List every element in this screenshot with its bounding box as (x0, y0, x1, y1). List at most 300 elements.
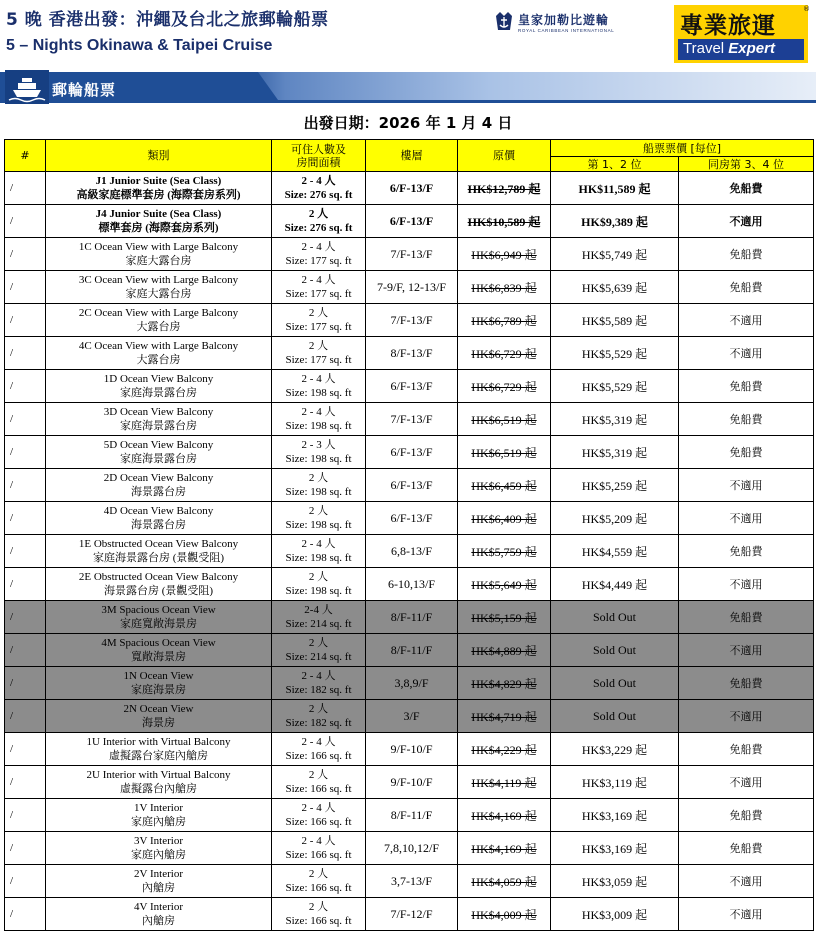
cabin-capacity (272, 403, 366, 436)
third-guest-fare: 免船費 (679, 403, 814, 436)
cabin-capacity (272, 271, 366, 304)
cabin-size: Size: 166 sq. ft (285, 816, 352, 828)
original-price: HK$6,839 起 (458, 271, 551, 304)
cabin-deck: 7/F-13/F (366, 403, 458, 436)
agency-name-zh: 專業旅運 (680, 13, 776, 39)
cabin-name-zh: 家庭海景露台房 (120, 420, 197, 432)
cabin-capacity (272, 502, 366, 535)
cabin-name-en: 2D Ocean View Balcony (103, 472, 214, 484)
cabin-capacity (272, 700, 366, 733)
cabin-name-zh: 家庭海景露台房 (120, 453, 197, 465)
table-row (5, 502, 814, 535)
original-price: HK$10,589 起 (458, 205, 551, 238)
cabin-name-zh: 內艙房 (142, 882, 175, 894)
cabin-size: Size: 198 sq. ft (285, 486, 352, 498)
cabin-size: Size: 177 sq. ft (285, 321, 352, 333)
fare-price: HK$3,169 起 (551, 832, 679, 865)
header-fare-1-2: 第 1、2 位 (551, 157, 679, 172)
cabin-occupancy: 2 - 4 人 (301, 736, 336, 748)
original-price: HK$4,059 起 (458, 865, 551, 898)
cabin-size: Size: 214 sq. ft (285, 618, 352, 630)
cabin-category (46, 337, 272, 370)
fare-price: HK$3,169 起 (551, 799, 679, 832)
table-row (5, 667, 814, 700)
cabin-deck: 6/F-13/F (366, 205, 458, 238)
cabin-name-en: 3V Interior (134, 835, 183, 847)
table-row (5, 337, 814, 370)
cabin-occupancy: 2 - 4 人 (301, 406, 336, 418)
cabin-capacity (272, 370, 366, 403)
original-price: HK$5,649 起 (458, 568, 551, 601)
cabin-category (46, 700, 272, 733)
header-fare-3-4: 同房第 3、4 位 (679, 157, 814, 172)
cabin-category (46, 271, 272, 304)
original-price: HK$6,729 起 (458, 370, 551, 403)
cabin-category (46, 766, 272, 799)
cabin-name-zh: 家庭大露台房 (125, 288, 192, 300)
cabin-capacity (272, 337, 366, 370)
cabin-size: Size: 166 sq. ft (285, 849, 352, 861)
table-row (5, 568, 814, 601)
banner-background (0, 70, 816, 106)
cabin-deck: 7,8,10,12/F (366, 832, 458, 865)
row-index: / (5, 502, 46, 535)
fare-price: HK$5,529 起 (551, 370, 679, 403)
header-fare: 船票票價 [每位] (551, 140, 814, 157)
fare-table (4, 139, 814, 931)
row-index: / (5, 535, 46, 568)
cabin-occupancy: 2 人 (308, 472, 329, 484)
cabin-name-zh: 標準套房 (海際套房系列) (98, 222, 219, 234)
brand-name: 皇家加勒比遊輪 (518, 13, 610, 27)
row-index: / (5, 700, 46, 733)
cabin-category (46, 799, 272, 832)
cabin-deck: 7/F-13/F (366, 304, 458, 337)
cabin-occupancy: 2-4 人 (304, 604, 333, 616)
cabin-category (46, 238, 272, 271)
original-price: HK$4,119 起 (458, 766, 551, 799)
cabin-category (46, 568, 272, 601)
cabin-category (46, 502, 272, 535)
cabin-deck: 3,7-13/F (366, 865, 458, 898)
cabin-size: Size: 276 sq. ft (284, 189, 353, 201)
cabin-name-en: 3M Spacious Ocean View (101, 604, 216, 616)
fare-price: HK$5,319 起 (551, 403, 679, 436)
row-index: / (5, 634, 46, 667)
cabin-size: Size: 177 sq. ft (285, 255, 352, 267)
cabin-name-en: 4M Spacious Ocean View (101, 637, 216, 649)
cabin-size: Size: 198 sq. ft (285, 552, 352, 564)
fare-price: HK$9,389 起 (551, 205, 679, 238)
agency-name-en-part1: Travel (683, 40, 729, 57)
cabin-name-en: J1 Junior Suite (Sea Class) (95, 175, 222, 187)
fare-price: HK$5,639 起 (551, 271, 679, 304)
table-row (5, 601, 814, 634)
row-index: / (5, 568, 46, 601)
fare-price: Sold Out (551, 634, 679, 667)
agency-name-en (683, 40, 775, 57)
cabin-name-zh: 家庭內艙房 (131, 849, 186, 861)
header-original-price: 原價 (458, 140, 551, 172)
banner-label: 郵輪船票 (52, 81, 117, 99)
cabin-deck: 7-9/F, 12-13/F (366, 271, 458, 304)
third-guest-fare: 不適用 (679, 766, 814, 799)
cabin-category (46, 667, 272, 700)
royal-caribbean-logo (494, 10, 644, 38)
agency-name-en-part2: Expert (728, 40, 775, 57)
original-price: HK$6,459 起 (458, 469, 551, 502)
cabin-occupancy: 2 人 (308, 307, 329, 319)
page-header (0, 0, 816, 110)
row-index: / (5, 238, 46, 271)
original-price: HK$6,519 起 (458, 403, 551, 436)
cabin-deck: 9/F-10/F (366, 766, 458, 799)
cabin-name-en: 4C Ocean View with Large Balcony (78, 340, 239, 352)
cabin-occupancy: 2 人 (308, 901, 329, 913)
cabin-occupancy: 2 人 (308, 571, 329, 583)
fare-price: HK$3,059 起 (551, 865, 679, 898)
cabin-name-zh: 高級家庭標準套房 (海際套房系列) (76, 189, 241, 201)
third-guest-fare: 不適用 (679, 469, 814, 502)
original-price: HK$6,409 起 (458, 502, 551, 535)
cabin-occupancy: 2 人 (308, 637, 329, 649)
row-index: / (5, 865, 46, 898)
cabin-category (46, 304, 272, 337)
cabin-name-zh: 寬敞海景房 (131, 651, 186, 663)
row-index: / (5, 733, 46, 766)
header-deck: 樓層 (366, 140, 458, 172)
fare-price: HK$3,009 起 (551, 898, 679, 931)
page-subtitle: 5 – Nights Okinawa & Taipei Cruise (6, 37, 273, 54)
fare-price: HK$3,229 起 (551, 733, 679, 766)
third-guest-fare: 不適用 (679, 337, 814, 370)
cabin-name-en: 1V Interior (134, 802, 183, 814)
cabin-size: Size: 166 sq. ft (285, 915, 352, 927)
cabin-capacity (272, 865, 366, 898)
fare-price: HK$5,589 起 (551, 304, 679, 337)
cabin-deck: 6/F-13/F (366, 436, 458, 469)
fare-price: HK$5,209 起 (551, 502, 679, 535)
row-index: / (5, 799, 46, 832)
cabin-size: Size: 198 sq. ft (285, 453, 352, 465)
third-guest-fare: 不適用 (679, 898, 814, 931)
third-guest-fare: 不適用 (679, 568, 814, 601)
cabin-category (46, 898, 272, 931)
cabin-size: Size: 276 sq. ft (284, 222, 353, 234)
fare-price: HK$11,589 起 (551, 172, 679, 205)
cabin-size: Size: 182 sq. ft (285, 717, 352, 729)
third-guest-fare: 免船費 (679, 733, 814, 766)
cabin-capacity (272, 238, 366, 271)
cabin-size: Size: 166 sq. ft (285, 882, 352, 894)
cabin-name-en: 2E Obstructed Ocean View Balcony (78, 571, 239, 583)
fare-price: HK$5,529 起 (551, 337, 679, 370)
departure-date: 出發日期：2026 年 1 月 4 日 (303, 114, 513, 132)
row-index: / (5, 766, 46, 799)
table-row (5, 271, 814, 304)
original-price: HK$5,759 起 (458, 535, 551, 568)
fare-price: HK$4,449 起 (551, 568, 679, 601)
cabin-size: Size: 166 sq. ft (285, 783, 352, 795)
header-capacity-line1: 可住人數及 (291, 142, 346, 156)
cabin-size: Size: 166 sq. ft (285, 750, 352, 762)
cabin-name-zh: 家庭內艙房 (131, 816, 186, 828)
cabin-name-en: J4 Junior Suite (Sea Class) (95, 208, 222, 220)
cabin-deck: 3/F (366, 700, 458, 733)
cabin-name-en: 1N Ocean View (123, 670, 194, 682)
cabin-name-en: 2C Ocean View with Large Balcony (78, 307, 239, 319)
cabin-category (46, 205, 272, 238)
cabin-name-en: 1C Ocean View with Large Balcony (78, 241, 239, 253)
cabin-deck: 7/F-12/F (366, 898, 458, 931)
cabin-capacity (272, 601, 366, 634)
table-row (5, 370, 814, 403)
cabin-size: Size: 198 sq. ft (285, 387, 352, 399)
cabin-name-zh: 家庭寬敞海景房 (120, 618, 197, 630)
fare-price: HK$5,259 起 (551, 469, 679, 502)
cabin-occupancy: 2 人 (308, 505, 329, 517)
cabin-capacity (272, 568, 366, 601)
cabin-occupancy: 2 人 (308, 769, 329, 781)
third-guest-fare: 免船費 (679, 271, 814, 304)
cabin-size: Size: 198 sq. ft (285, 519, 352, 531)
ship-icon (5, 70, 49, 104)
fare-price: HK$4,559 起 (551, 535, 679, 568)
cabin-capacity (272, 436, 366, 469)
cabin-occupancy: 2 人 (308, 868, 329, 880)
table-row (5, 403, 814, 436)
cabin-size: Size: 198 sq. ft (285, 585, 352, 597)
row-index: / (5, 469, 46, 502)
cabin-deck: 3,8,9/F (366, 667, 458, 700)
fare-price: Sold Out (551, 700, 679, 733)
cabin-name-zh: 海景露台房 (景觀受阻) (103, 585, 214, 597)
cabin-name-en: 1U Interior with Virtual Balcony (86, 736, 231, 748)
cabin-capacity (272, 535, 366, 568)
third-guest-fare: 不適用 (679, 634, 814, 667)
original-price: HK$6,519 起 (458, 436, 551, 469)
cabin-occupancy: 2 人 (308, 340, 329, 352)
third-guest-fare: 不適用 (679, 304, 814, 337)
row-index: / (5, 898, 46, 931)
cabin-occupancy: 2 人 (308, 703, 329, 715)
row-index: / (5, 601, 46, 634)
original-price: HK$6,789 起 (458, 304, 551, 337)
cabin-capacity (272, 733, 366, 766)
row-index: / (5, 403, 46, 436)
cabin-capacity (272, 469, 366, 502)
cabin-deck: 8/F-11/F (366, 799, 458, 832)
cabin-size: Size: 177 sq. ft (285, 288, 352, 300)
third-guest-fare: 免船費 (679, 436, 814, 469)
original-price: HK$4,169 起 (458, 832, 551, 865)
header-capacity (272, 140, 366, 172)
original-price: HK$4,229 起 (458, 733, 551, 766)
cabin-deck: 8/F-11/F (366, 601, 458, 634)
cabin-occupancy: 2 - 3 人 (301, 439, 336, 451)
cabin-occupancy: 2 - 4 人 (301, 835, 336, 847)
cabin-name-zh: 家庭海景房 (131, 684, 186, 696)
cabin-capacity (272, 634, 366, 667)
third-guest-fare: 不適用 (679, 502, 814, 535)
cabin-occupancy: 2 - 4 人 (301, 175, 336, 187)
cabin-category (46, 403, 272, 436)
cabin-name-en: 2V Interior (134, 868, 183, 880)
table-row (5, 865, 814, 898)
cabin-name-en: 4V Interior (134, 901, 183, 913)
table-row (5, 469, 814, 502)
cabin-category (46, 832, 272, 865)
cabin-deck: 6/F-13/F (366, 469, 458, 502)
cabin-category (46, 436, 272, 469)
cabin-occupancy: 2 - 4 人 (301, 373, 336, 385)
table-row (5, 700, 814, 733)
fare-price: HK$3,119 起 (551, 766, 679, 799)
cabin-category (46, 469, 272, 502)
third-guest-fare: 不適用 (679, 700, 814, 733)
cabin-category (46, 370, 272, 403)
cabin-occupancy: 2 - 4 人 (301, 241, 336, 253)
cabin-category (46, 634, 272, 667)
cabin-category (46, 601, 272, 634)
cabin-name-zh: 內艙房 (142, 915, 175, 927)
original-price: HK$6,949 起 (458, 238, 551, 271)
table-row (5, 832, 814, 865)
third-guest-fare: 免船費 (679, 172, 814, 205)
cabin-occupancy: 2 人 (308, 208, 329, 220)
original-price: HK$4,829 起 (458, 667, 551, 700)
original-price: HK$5,159 起 (458, 601, 551, 634)
original-price: HK$4,169 起 (458, 799, 551, 832)
cabin-name-en: 3D Ocean View Balcony (103, 406, 214, 418)
table-row (5, 535, 814, 568)
cabin-capacity (272, 766, 366, 799)
cabin-name-zh: 海景露台房 (131, 486, 186, 498)
crown-anchor-icon (494, 10, 514, 34)
table-row (5, 898, 814, 931)
table-row (5, 634, 814, 667)
cabin-name-zh: 海景露台房 (131, 519, 186, 531)
table-row (5, 205, 814, 238)
cabin-size: Size: 182 sq. ft (285, 684, 352, 696)
third-guest-fare: 免船費 (679, 667, 814, 700)
cabin-name-zh: 虛擬露台家庭內艙房 (109, 750, 208, 762)
cabin-deck: 6-10,13/F (366, 568, 458, 601)
fare-price: HK$5,749 起 (551, 238, 679, 271)
cabin-occupancy: 2 - 4 人 (301, 538, 336, 550)
header-category: 類別 (46, 140, 272, 172)
fare-rows (5, 172, 814, 931)
cabin-deck: 8/F-11/F (366, 634, 458, 667)
original-price: HK$4,719 起 (458, 700, 551, 733)
header-capacity-line2: 房間面積 (296, 155, 341, 169)
third-guest-fare: 免船費 (679, 238, 814, 271)
table-row (5, 304, 814, 337)
cabin-name-en: 3C Ocean View with Large Balcony (78, 274, 239, 286)
cabin-name-en: 2U Interior with Virtual Balcony (86, 769, 231, 781)
third-guest-fare: 不適用 (679, 205, 814, 238)
third-guest-fare: 免船費 (679, 535, 814, 568)
row-index: / (5, 172, 46, 205)
cabin-category (46, 865, 272, 898)
cabin-deck: 8/F-13/F (366, 337, 458, 370)
cabin-category (46, 535, 272, 568)
cabin-category (46, 172, 272, 205)
third-guest-fare: 免船費 (679, 601, 814, 634)
cabin-deck: 6/F-13/F (366, 172, 458, 205)
brand-subtitle: ROYAL CARIBBEAN INTERNATIONAL (518, 28, 615, 33)
third-guest-fare: 不適用 (679, 865, 814, 898)
cabin-name-en: 4D Ocean View Balcony (103, 505, 214, 517)
registered-mark: ® (803, 5, 810, 13)
cabin-deck: 6/F-13/F (366, 370, 458, 403)
cabin-category (46, 733, 272, 766)
cabin-name-zh: 家庭海景露台房 (120, 387, 197, 399)
cabin-capacity (272, 172, 366, 205)
row-index: / (5, 337, 46, 370)
cabin-occupancy: 2 - 4 人 (301, 670, 336, 682)
original-price: HK$6,729 起 (458, 337, 551, 370)
cabin-capacity (272, 667, 366, 700)
table-row (5, 766, 814, 799)
cabin-deck: 9/F-10/F (366, 733, 458, 766)
cabin-name-zh: 家庭海景露台房 (景觀受阻) (92, 552, 225, 564)
third-guest-fare: 免船費 (679, 370, 814, 403)
row-index: / (5, 370, 46, 403)
cabin-size: Size: 177 sq. ft (285, 354, 352, 366)
cabin-name-zh: 虛擬露台內艙房 (120, 783, 197, 795)
agency-name-bar (678, 39, 804, 60)
cabin-name-en: 1D Ocean View Balcony (103, 373, 214, 385)
original-price: HK$4,889 起 (458, 634, 551, 667)
row-index: / (5, 832, 46, 865)
header-index: # (5, 140, 46, 172)
table-row (5, 238, 814, 271)
cabin-size: Size: 214 sq. ft (285, 651, 352, 663)
section-banner (0, 70, 816, 106)
row-index: / (5, 436, 46, 469)
row-index: / (5, 271, 46, 304)
table-row (5, 733, 814, 766)
table-row (5, 799, 814, 832)
travel-expert-logo (674, 5, 808, 63)
cabin-name-zh: 大露台房 (136, 354, 181, 366)
cabin-capacity (272, 304, 366, 337)
cabin-deck: 6,8-13/F (366, 535, 458, 568)
cabin-name-zh: 海景房 (142, 717, 175, 729)
cabin-name-en: 1E Obstructed Ocean View Balcony (78, 538, 239, 550)
cabin-capacity (272, 832, 366, 865)
table-row (5, 172, 814, 205)
cabin-capacity (272, 205, 366, 238)
row-index: / (5, 667, 46, 700)
third-guest-fare: 免船費 (679, 799, 814, 832)
fare-price: Sold Out (551, 601, 679, 634)
original-price: HK$4,009 起 (458, 898, 551, 931)
cabin-deck: 6/F-13/F (366, 502, 458, 535)
row-index: / (5, 205, 46, 238)
fare-price: HK$5,319 起 (551, 436, 679, 469)
original-price: HK$12,789 起 (458, 172, 551, 205)
cabin-name-zh: 大露台房 (136, 321, 181, 333)
third-guest-fare: 免船費 (679, 832, 814, 865)
page-title: 5 晚 香港出發：沖繩及台北之旅郵輪船票 (6, 10, 329, 30)
cabin-name-zh: 家庭大露台房 (125, 255, 192, 267)
cabin-occupancy: 2 - 4 人 (301, 802, 336, 814)
cabin-deck: 7/F-13/F (366, 238, 458, 271)
cabin-size: Size: 198 sq. ft (285, 420, 352, 432)
cabin-capacity (272, 799, 366, 832)
